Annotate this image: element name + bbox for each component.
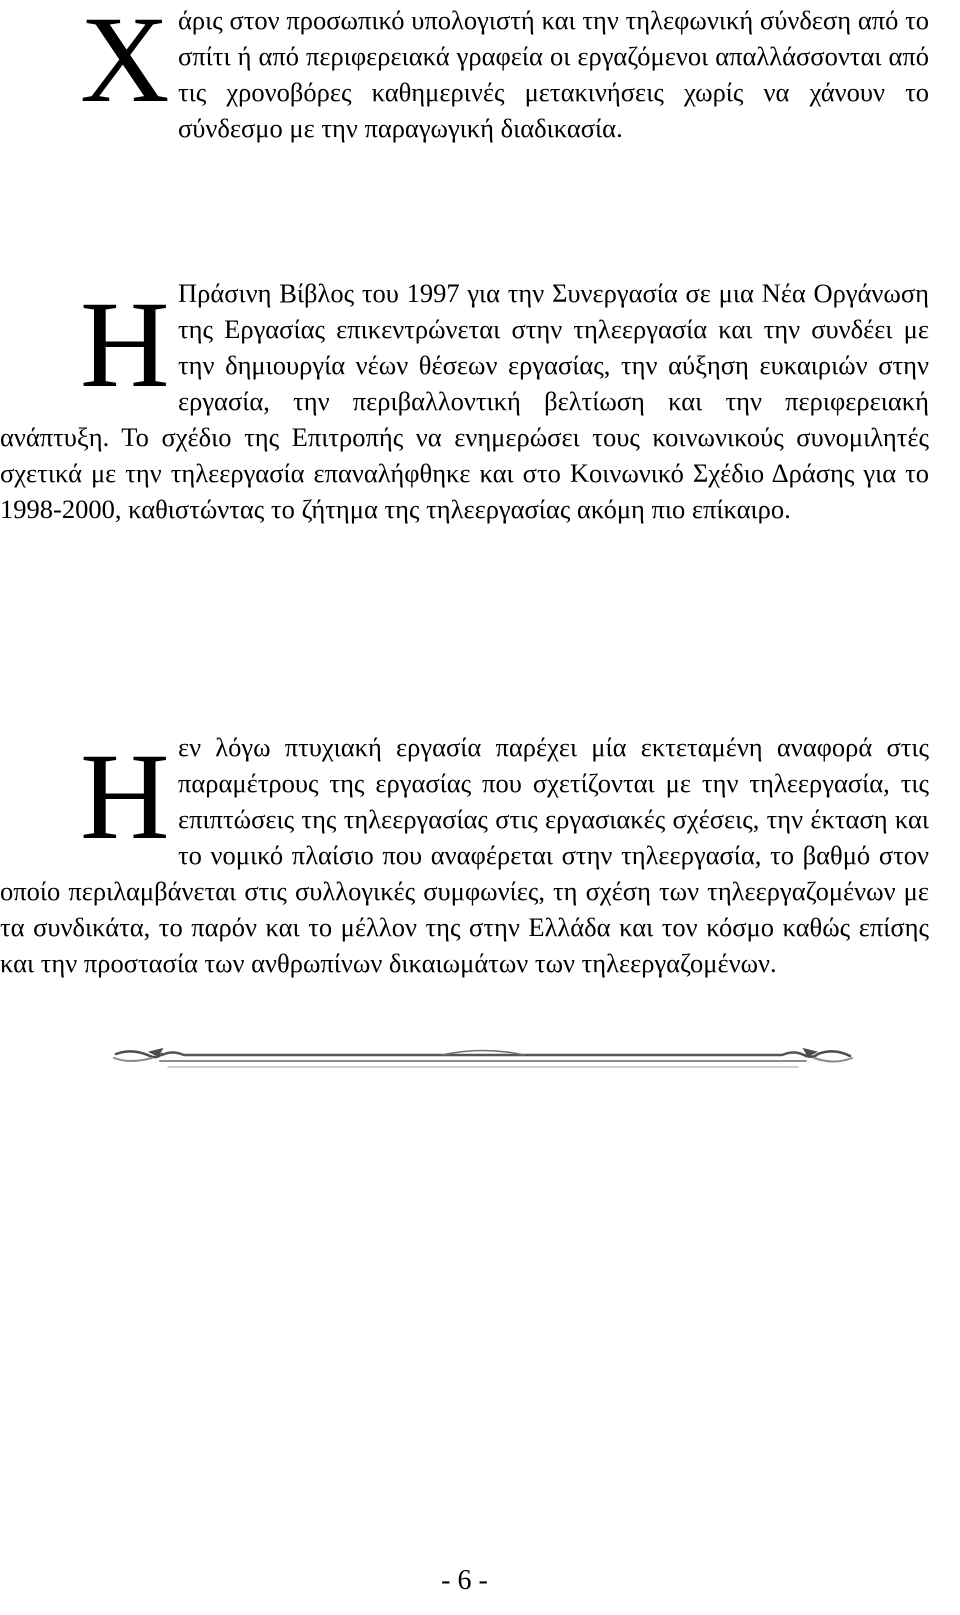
drop-cap-2: Η: [80, 276, 170, 413]
page-number: - 6 -: [441, 1565, 488, 1596]
paragraph-3-text: εν λόγω πτυχιακή εργασία παρέχει μία εκτεταμένη αναφορά στις παραμέτρους της εργασίας που σχετίζονται με την τηλεεργασία, τις επιπτώσεις της τηλεεργασίας στις εργασιακές σχέσεις, την έκταση και το νομικό πλαίσιο που αναφέρεται στην τηλεεργασία, το βαθμό στον οποίο περιλαμβάνεται στις συλλογικές συμφωνίες, τη σχέση των τηλεεργαζομένων με τα συνδικάτα, το παρόν και το μέλλον της στην Ελλάδα και τον κόσμο καθώς επίσης και την προστασία των ανθρωπίνων δικαιωμάτων των τηλεεργαζομένων.: [0, 732, 929, 978]
drop-cap-3: Η: [80, 728, 170, 865]
paragraph-3: [0, 729, 929, 981]
drop-cap-1: Χ: [80, 0, 170, 128]
paragraph-1-text: άρις στον προσωπικό υπολογιστή και την τηλεφωνική σύνδεση από το σπίτι ή από περιφερειακά γραφεία οι εργαζόμενοι απαλλάσσονται από τις χρονοβόρες καθημερινές μετακινήσεις χωρίς να χάνουν το σύνδεσμο με την παραγωγική διαδικασία.: [178, 5, 929, 143]
paragraph-2: [0, 275, 929, 527]
paragraph-1: [0, 2, 929, 146]
paragraph-2-text: Πράσινη Βίβλος του 1997 για την Συνεργασία σε μια Νέα Οργάνωση της Εργασίας επικεντρώνεται στην τηλεεργασία και την συνδέει με την δημιουργία νέων θέσεων εργασίας, την αύξηση ευκαιριών στην εργασία, την περιβαλλοντική βελτίωση και την περιφερειακή ανάπτυξη. Το σχέδιο της Επιτροπής να ενημερώσει τους κοινωνικούς συνομιλητές σχετικά με την τηλεεργασία επαναλήφθηκε και στο Κοινωνικό Σχέδιο Δράσης για το 1998-2000, καθιστώντας το ζήτημα της τηλεεργασίας ακόμη πιο επίκαιρο.: [0, 278, 929, 524]
decorative-divider-icon: [112, 1040, 854, 1074]
